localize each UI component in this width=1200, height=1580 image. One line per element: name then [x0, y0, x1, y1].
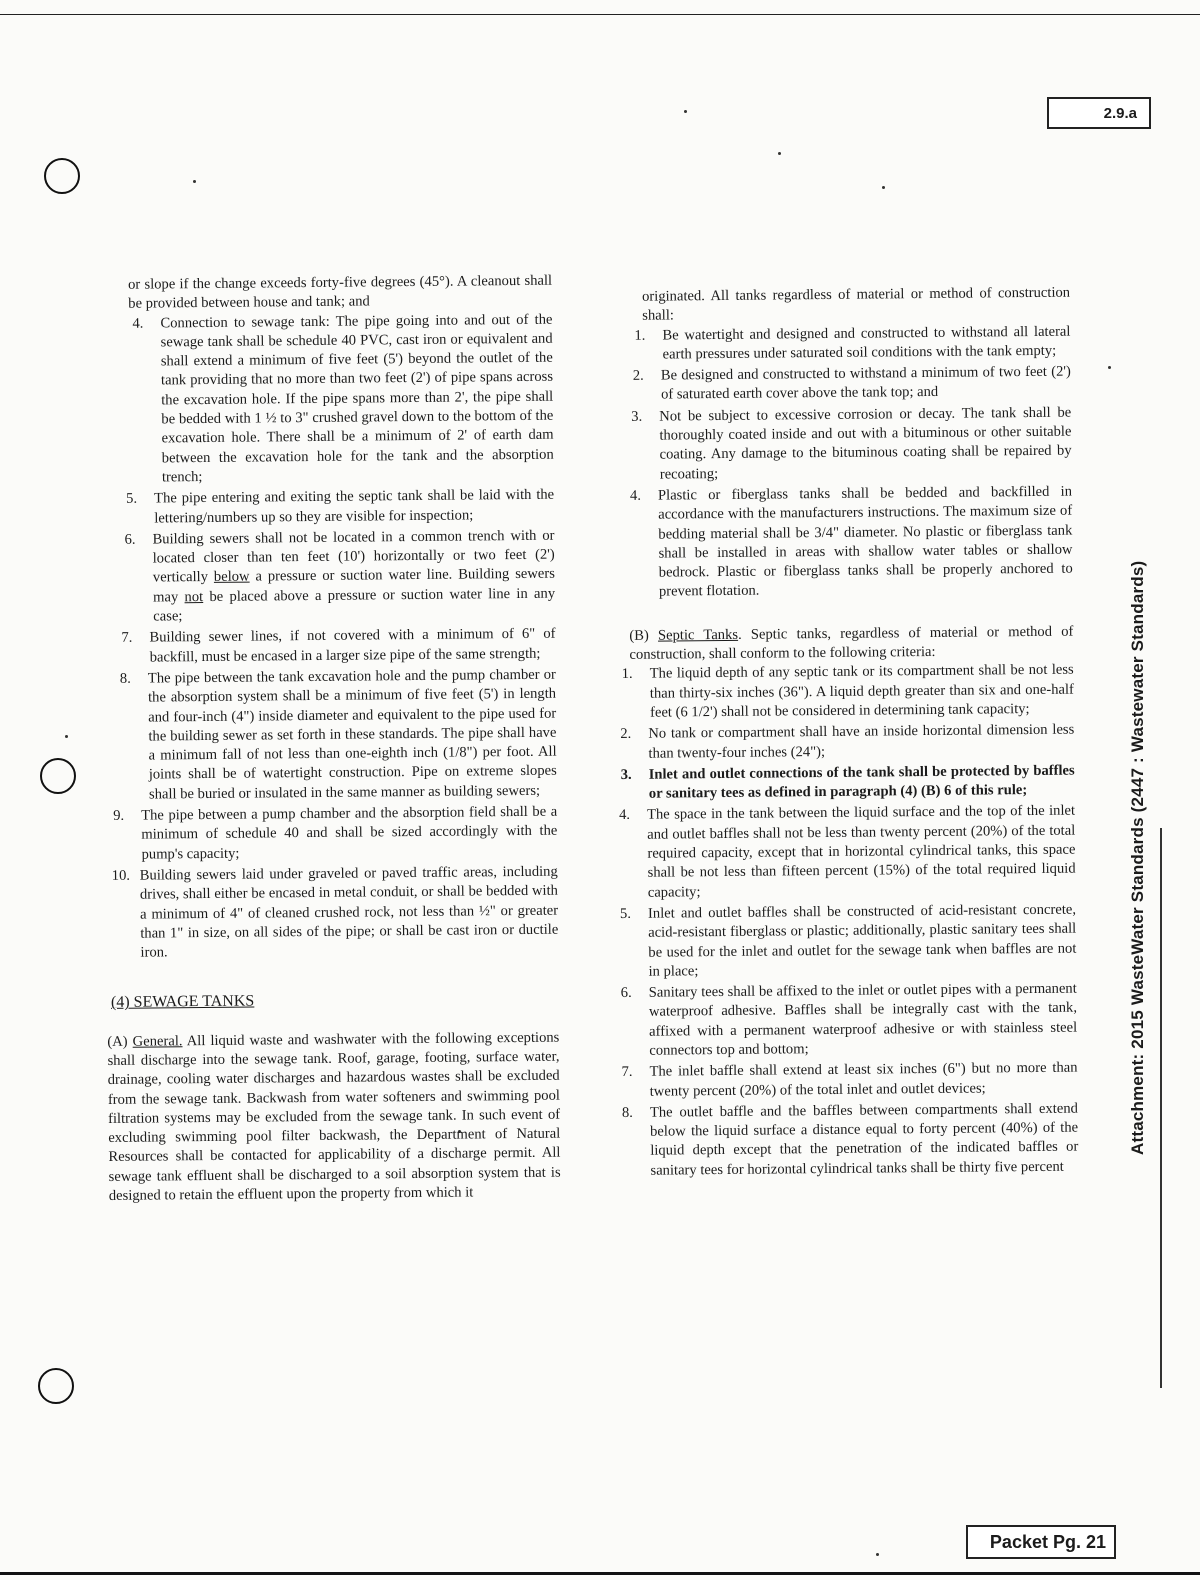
list-text: Connection to sewage tank: The pipe going into and out of the sewage tank shall be schedule 40 PVC, cast iron or equivalent and shall extend a minimum of five feet (5') beyond the outlet of the tank providing that no more than two feet (2') of pipe spans across the excavation hole. If the pipe spans more than 2', the pipe shall be bedded with 1 ½ to 3" crushed gravel down to the bottom of the excavation hole. There shall be a minimum of 2' of earth dam between the excavation hole for the tank and the absorption trench; [160, 311, 554, 486]
list-number: 1. [621, 666, 633, 683]
list-number: 6. [124, 531, 136, 548]
top-scan-edge [0, 14, 1200, 15]
right-column [614, 284, 1079, 1183]
list-text: The inlet baffle shall extend at least six inches (6") but no more than twenty percent (20%) of the total inlet and outlet devices; [649, 1059, 1078, 1100]
list-number: 10. [111, 867, 131, 884]
general-title: General. [132, 1032, 183, 1050]
list-item [100, 310, 554, 488]
list-item [618, 721, 1074, 764]
list-text: The pipe entering and exiting the septic tank shall be laid with the lettering/numbers up so they are visible for inspection; [154, 486, 555, 527]
list-item [104, 666, 557, 805]
list-number: 9. [113, 807, 125, 824]
list-text-part: be placed above a pressure or suction water line in any case; [153, 585, 556, 625]
list-text [152, 527, 555, 627]
agenda-item-stamp [1047, 97, 1151, 129]
list-text: The space in the tank between the liquid surface and the top of the inlet and outlet baffles shall not be less than twenty percent (20%) of the total required capacity, except that in horizontal cylindrical tanks, this space shall be not less than fifteen percent (15%) of the total required liquid capacity; [646, 803, 1076, 901]
list-item [619, 802, 1076, 903]
scan-speck [684, 110, 687, 113]
list-text: The outlet baffle and the baffles between compartments shall extend below the liquid surface a distance equal to forty percent (40%) of the liquid depth except that the penetration of the indicated baffles or sanitary tees for horizontal cylindrical tanks shall be thirty five percent [649, 1100, 1079, 1179]
list-item [621, 980, 1078, 1062]
list-text-part: a pressure or suction water line. Building sewers may [153, 566, 555, 606]
list-text: Inlet and outlet baffles shall be constructed of acid-resistant concrete, acid-resistant fiberglass or plastic; additionally, plastic sanitary tees shall be used for the inlet and outlet for the sewage tank when baffles are not in place; [647, 901, 1077, 980]
list-number: 7. [621, 1064, 633, 1081]
list-number: 1. [634, 327, 646, 344]
scan-speck [882, 186, 885, 189]
scan-speck [65, 735, 68, 738]
list-text: Inlet and outlet connections of the tank shall be protected by baffles or sanitary tees as defined in paragraph (4) (B) 6 of this rule; [648, 762, 1075, 802]
punch-hole-bottom [38, 1368, 74, 1404]
list-item [102, 486, 554, 529]
list-text: Not be subject to excessive corrosion or decay. The tank shall be thoroughly coated inside and out with a bituminous or other suitable coating. Any damage to the bituminous coating shall be repaired by recoating; [659, 404, 1072, 483]
septic-paragraph [617, 622, 1073, 665]
list-text: Building sewer lines, if not covered with a minimum of 6" of backfill, must be encased in a larger size pipe of the same strength; [149, 625, 556, 666]
list-text: Be watertight and designed and constructed to withstand all lateral earth pressures under saturated soil conditions with the tank empty; [662, 323, 1071, 363]
list-text: The pipe between the tank excavation hole and the pump chamber or the absorption system shall be a minimum of five feet (5') in length and four-inch (4") inside diameter and equivalent to the pipe used for the building sewer as set forth in these standards. The pipe shall have a minimum fall of not less than one-eighth inch (1/8") per foot. All joints shall be of watertight construction. Pipe on extreme slopes shall be buried or insulated in the same manner as building sewers; [147, 666, 557, 803]
margin-line [1160, 828, 1162, 1388]
list-item [620, 901, 1077, 983]
section-heading [111, 989, 559, 1013]
list-text: Plastic or fiberglass tanks shall be bedded and backfilled in accordance with the manufacturers instructions. The maximum size of bedding material shall be 3/4" diameter. No plastic or fiberglass tank shall be installed in areas with shallow water tables or shallow bedrock. Plastic or fiberglass tanks shall be properly anchored to prevent flotation. [657, 483, 1073, 601]
section-heading-text: (4) SEWAGE TANKS [110, 992, 255, 1012]
list-number: 5. [126, 490, 138, 508]
list-number: 5. [619, 905, 632, 922]
agenda-item-label: 2.9.a [1103, 104, 1137, 122]
list-text: No tank or compartment shall have an inside horizontal dimension less than twenty-four inches (24"); [648, 721, 1075, 762]
list-item [615, 403, 1072, 485]
attachment-side-label: Attachment: 2015 WasteWater Standards (2447 : Wastewater Standards) [1128, 560, 1147, 1155]
list-number: 2. [620, 726, 632, 743]
list-text: The liquid depth of any septic tank or its compartment shall be not less than thirty-six inches (36"). A liquid depth greater than six and one-half feet (6 1/2') shall not be considered in determining tank capacity; [649, 661, 1074, 721]
underlined-word: not [184, 588, 204, 605]
list-text: Be designed and constructed to withstand a minimum of two feet (2') of saturated earth cover above the tank top; and [660, 363, 1071, 404]
left-column [100, 272, 561, 1207]
packet-page-label: Packet Pg. 21 [989, 1531, 1106, 1552]
list-number: 4. [629, 487, 642, 504]
list-text: The pipe between a pump chamber and the absorption field shall be a minimum of schedule 40 and shall be sized accordingly with the pump's capacity; [141, 803, 558, 863]
list-number: 2. [632, 367, 644, 385]
scan-speck [193, 180, 196, 183]
general-text: All liquid waste and washwater with the following exceptions shall discharge into the sewage tank. Roof, garage, footing, surface water, drainage, cooling water discharges and hazardous wastes shall be excluded from the sewage tank. Backwash from water softeners and swimming pool filtration systems may be excluded from the sewage tank. In such event of excluding swimming pool filter backwash, the Department of Natural Resources shall be contacted for applicability of a discharge permit. All sewage tank effluent shall be discharged to a soil absorption system that is designed to retain the effluent upon the property from which it [107, 1029, 561, 1205]
general-paragraph [107, 1028, 561, 1206]
list-item [622, 1099, 1079, 1181]
list-number: 3. [620, 766, 632, 783]
list-text: Building sewers laid under graveled or paved traffic areas, including drives, shall either be encased in metal conduit, or shall be bedded with a minimum of 4" of cleaned crushed rock, not less than ½" or greater than 1" in size, on all sides of the pipe; or shall be cast iron or ductile iron. [139, 863, 559, 961]
list-item [615, 363, 1071, 406]
scan-speck [1108, 366, 1111, 369]
list-item [618, 661, 1075, 723]
list-number: 3. [631, 408, 643, 425]
general-label: (A) [107, 1033, 133, 1050]
list-item [619, 761, 1075, 804]
bottom-scan-edge [0, 1572, 1200, 1575]
punch-hole-middle [40, 758, 76, 794]
list-item [106, 863, 559, 964]
list-item [103, 625, 555, 668]
septic-title: Septic Tanks [657, 626, 739, 644]
punch-hole-top [44, 158, 80, 194]
list-text: Sanitary tees shall be affixed to the inlet or outlet pipes with a permanent waterproof adhesive. Baffles shall be integrally cast with the tank, affixed with a permanent waterproof adhesive or with stainless steel connectors top and bottom; [648, 980, 1078, 1059]
list-number: 4. [618, 807, 631, 824]
list-item [105, 803, 558, 865]
list-number: 8. [119, 670, 131, 687]
scan-speck [778, 152, 781, 155]
scan-speck [876, 1553, 879, 1556]
list-number: 6. [620, 984, 632, 1002]
packet-page-stamp [966, 1525, 1116, 1559]
underlined-word: below [213, 569, 250, 586]
list-item [614, 322, 1070, 365]
septic-label: (B) [629, 627, 659, 644]
list-number: 8. [621, 1104, 633, 1121]
list-number: 7. [121, 630, 133, 647]
list-text-part: Building sewers shall not be located in a common trench with or located closer than ten feet (10') horizontally or two feet (2') vertically [152, 527, 555, 586]
right-lead-text: originated. All tanks regardless of material or method of construction shall: [642, 284, 1071, 325]
left-lead-text: or slope if the change exceeds forty-five degrees (45°). A cleanout shall be provided between house and tank; and [128, 272, 553, 313]
list-item [616, 483, 1073, 603]
septic-text: . Septic tanks, regardless of material or method of construction, shall conform to the following criteria: [629, 623, 1074, 663]
list-item [102, 527, 555, 628]
list-item [621, 1059, 1077, 1102]
list-number: 4. [132, 315, 144, 332]
